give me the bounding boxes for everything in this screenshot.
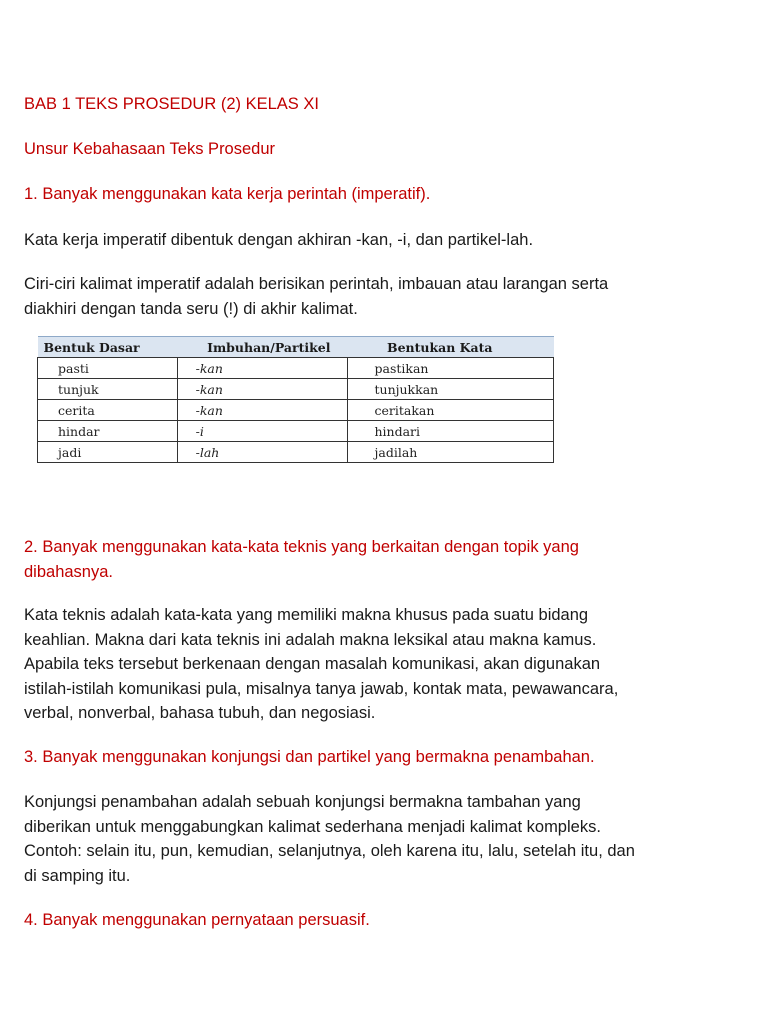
heading-line: dibahasnya. — [24, 562, 113, 581]
paragraph-line: Kata teknis adalah kata-kata yang memiliki makna khusus pada suatu bidang — [24, 606, 589, 624]
paragraph-line: verbal, nonverbal, bahasa tubuh, dan negosiasi. — [24, 704, 376, 722]
table-cell: -kan — [177, 400, 347, 421]
table-cell: -lah — [177, 442, 347, 463]
table-cell: pasti — [38, 358, 178, 379]
table-cell: -i — [177, 421, 347, 442]
section3-paragraph — [24, 790, 754, 888]
heading-line: 2. Banyak menggunakan kata-kata teknis yang berkaitan dengan topik yang — [24, 538, 579, 556]
paragraph-line: Apabila teks tersebut berkenaan dengan masalah komunikasi, akan digunakan — [24, 655, 601, 673]
section2-heading — [24, 535, 754, 584]
section1-paragraph2 — [24, 272, 754, 321]
imperative-table — [37, 336, 554, 463]
table-header-cell: Imbuhan/Partikel — [177, 337, 347, 358]
table-row — [38, 421, 554, 442]
paragraph-line: di samping itu. — [24, 866, 131, 885]
table-cell: hindar — [38, 421, 178, 442]
table-header-cell: Bentuk Dasar — [38, 337, 178, 358]
paragraph-line: istilah-istilah komunikasi pula, misalnya tanya jawab, kontak mata, pewawancara, — [24, 679, 619, 698]
table-row — [38, 379, 554, 400]
paragraph-line: diberikan untuk menggabungkan kalimat sederhana menjadi kalimat kompleks. — [24, 817, 601, 836]
table-cell: pastikan — [347, 358, 554, 379]
paragraph-line: keahlian. Makna dari kata teknis ini adalah makna leksikal atau makna kamus. — [24, 630, 597, 649]
table-cell: tunjuk — [38, 379, 178, 400]
document-subtitle: Unsur Kebahasaan Teks Prosedur — [24, 140, 276, 158]
section2-paragraph — [24, 603, 754, 726]
imperative-table-grid — [37, 336, 554, 463]
paragraph-line: Konjungsi penambahan adalah sebuah konjungsi bermakna tambahan yang — [24, 793, 581, 811]
section3-heading: 3. Banyak menggunakan konjungsi dan partikel yang bermakna penambahan. — [24, 748, 595, 766]
section1-heading: 1. Banyak menggunakan kata kerja perintah (imperatif). — [24, 185, 431, 203]
table-cell: ceritakan — [347, 400, 554, 421]
table-cell: cerita — [38, 400, 178, 421]
table-cell: jadi — [38, 442, 178, 463]
table-row — [38, 442, 554, 463]
table-header-cell: Bentukan Kata — [347, 337, 554, 358]
section4-heading: 4. Banyak menggunakan pernyataan persuasif. — [24, 911, 370, 929]
table-row — [38, 400, 554, 421]
paragraph-line: Contoh: selain itu, pun, kemudian, selanjutnya, oleh karena itu, lalu, setelah itu, dan — [24, 842, 635, 860]
table-header-row — [38, 337, 554, 358]
table-cell: -kan — [177, 358, 347, 379]
table-row — [38, 358, 554, 379]
table-cell: jadilah — [347, 442, 554, 463]
table-cell: -kan — [177, 379, 347, 400]
paragraph-line: Ciri-ciri kalimat imperatif adalah berisikan perintah, imbauan atau larangan serta — [24, 275, 609, 293]
table-cell: hindari — [347, 421, 554, 442]
paragraph-line: diakhiri dengan tanda seru (!) di akhir kalimat. — [24, 299, 358, 318]
section1-paragraph1: Kata kerja imperatif dibentuk dengan akhiran -kan, -i, dan partikel-lah. — [24, 231, 534, 249]
table-cell: tunjukkan — [347, 379, 554, 400]
document-title: BAB 1 TEKS PROSEDUR (2) KELAS XI — [24, 95, 319, 113]
